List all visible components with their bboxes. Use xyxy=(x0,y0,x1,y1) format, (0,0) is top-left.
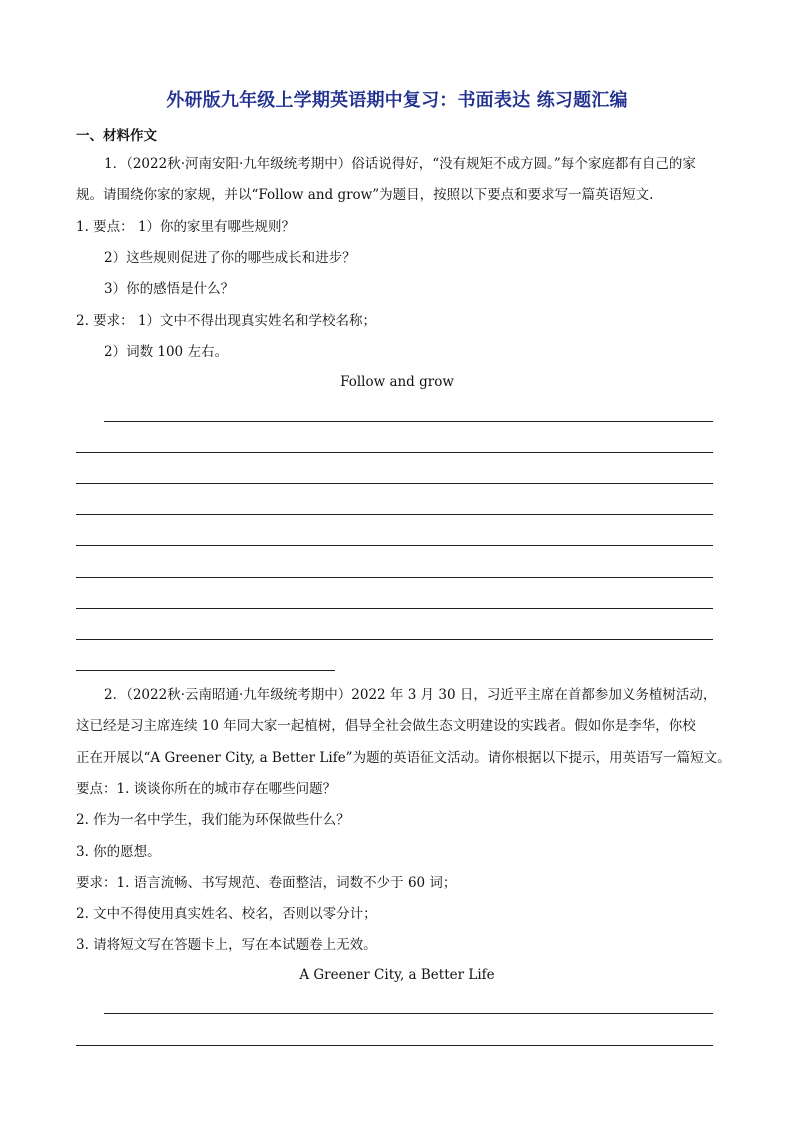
q2-point-1: 要点：1. 谈谈你所在的城市存在哪些问题？ xyxy=(76,781,337,797)
writing-line xyxy=(76,514,713,515)
document-title: 外研版九年级上学期英语期中复习：书面表达 练习题汇编 xyxy=(166,90,628,111)
writing-line xyxy=(76,545,713,546)
writing-line xyxy=(104,421,713,422)
q2-prompt-line-3: 正在开展以“A Greener City, a Better Life”为题的英语征文活动。请你根据以下提示，用英语写一篇短文。 xyxy=(76,750,731,766)
q1-point-3: 3）你的感悟是什么？ xyxy=(104,281,235,297)
writing-line xyxy=(76,1045,713,1046)
q2-requirement-3: 3. 请将短文写在答题卡上，写在本试题卷上无效。 xyxy=(76,937,377,953)
writing-line xyxy=(76,452,713,453)
writing-line xyxy=(76,639,713,640)
q2-point-2: 2. 作为一名中学生，我们能为环保做些什么？ xyxy=(76,812,350,828)
writing-line xyxy=(76,577,713,578)
section-heading: 一、材料作文 xyxy=(76,128,157,144)
q1-point-2: 2）这些规则促进了你的哪些成长和进步？ xyxy=(104,250,356,266)
q2-prompt-line-1: 2．（2022秋·云南昭通·九年级统考期中）2022 年 3 月 30 日，习近平主席在首都参加义务植树活动， xyxy=(104,687,717,703)
writing-line-short xyxy=(76,670,335,671)
writing-line xyxy=(104,1013,713,1014)
q1-point-1: 1. 要点： 1）你的家里有哪些规则？ xyxy=(76,219,296,235)
q1-requirement-2: 2）词数 100 左右。 xyxy=(104,344,228,360)
q2-requirement-1: 要求：1. 语言流畅、书写规范、卷面整洁，词数不少于 60 词； xyxy=(76,875,457,891)
q2-requirement-2: 2. 文中不得使用真实姓名、校名，否则以零分计； xyxy=(76,906,377,922)
writing-line xyxy=(76,483,713,484)
q2-prompt-line-2: 这已经是习主席连续 10 年同大家一起植树，倡导全社会做生态文明建设的实践者。假如你是李华，你校 xyxy=(76,718,696,734)
q2-point-3: 3. 你的愿想。 xyxy=(76,844,161,860)
writing-line xyxy=(76,608,713,609)
q1-requirement-1: 2. 要求： 1）文中不得出现真实姓名和学校名称； xyxy=(76,313,377,329)
q1-prompt-line-2: 规。请围绕你家的家规，并以“Follow and grow”为题目，按照以下要点和要求写一篇英语短文. xyxy=(76,187,654,203)
q1-essay-title: Follow and grow xyxy=(340,374,454,390)
q2-essay-title: A Greener City, a Better Life xyxy=(299,967,495,983)
q1-prompt-line-1: 1．（2022秋·河南安阳·九年级统考期中）俗话说得好，“没有规矩不成方圆。”每个家庭都有自己的家 xyxy=(104,156,696,172)
